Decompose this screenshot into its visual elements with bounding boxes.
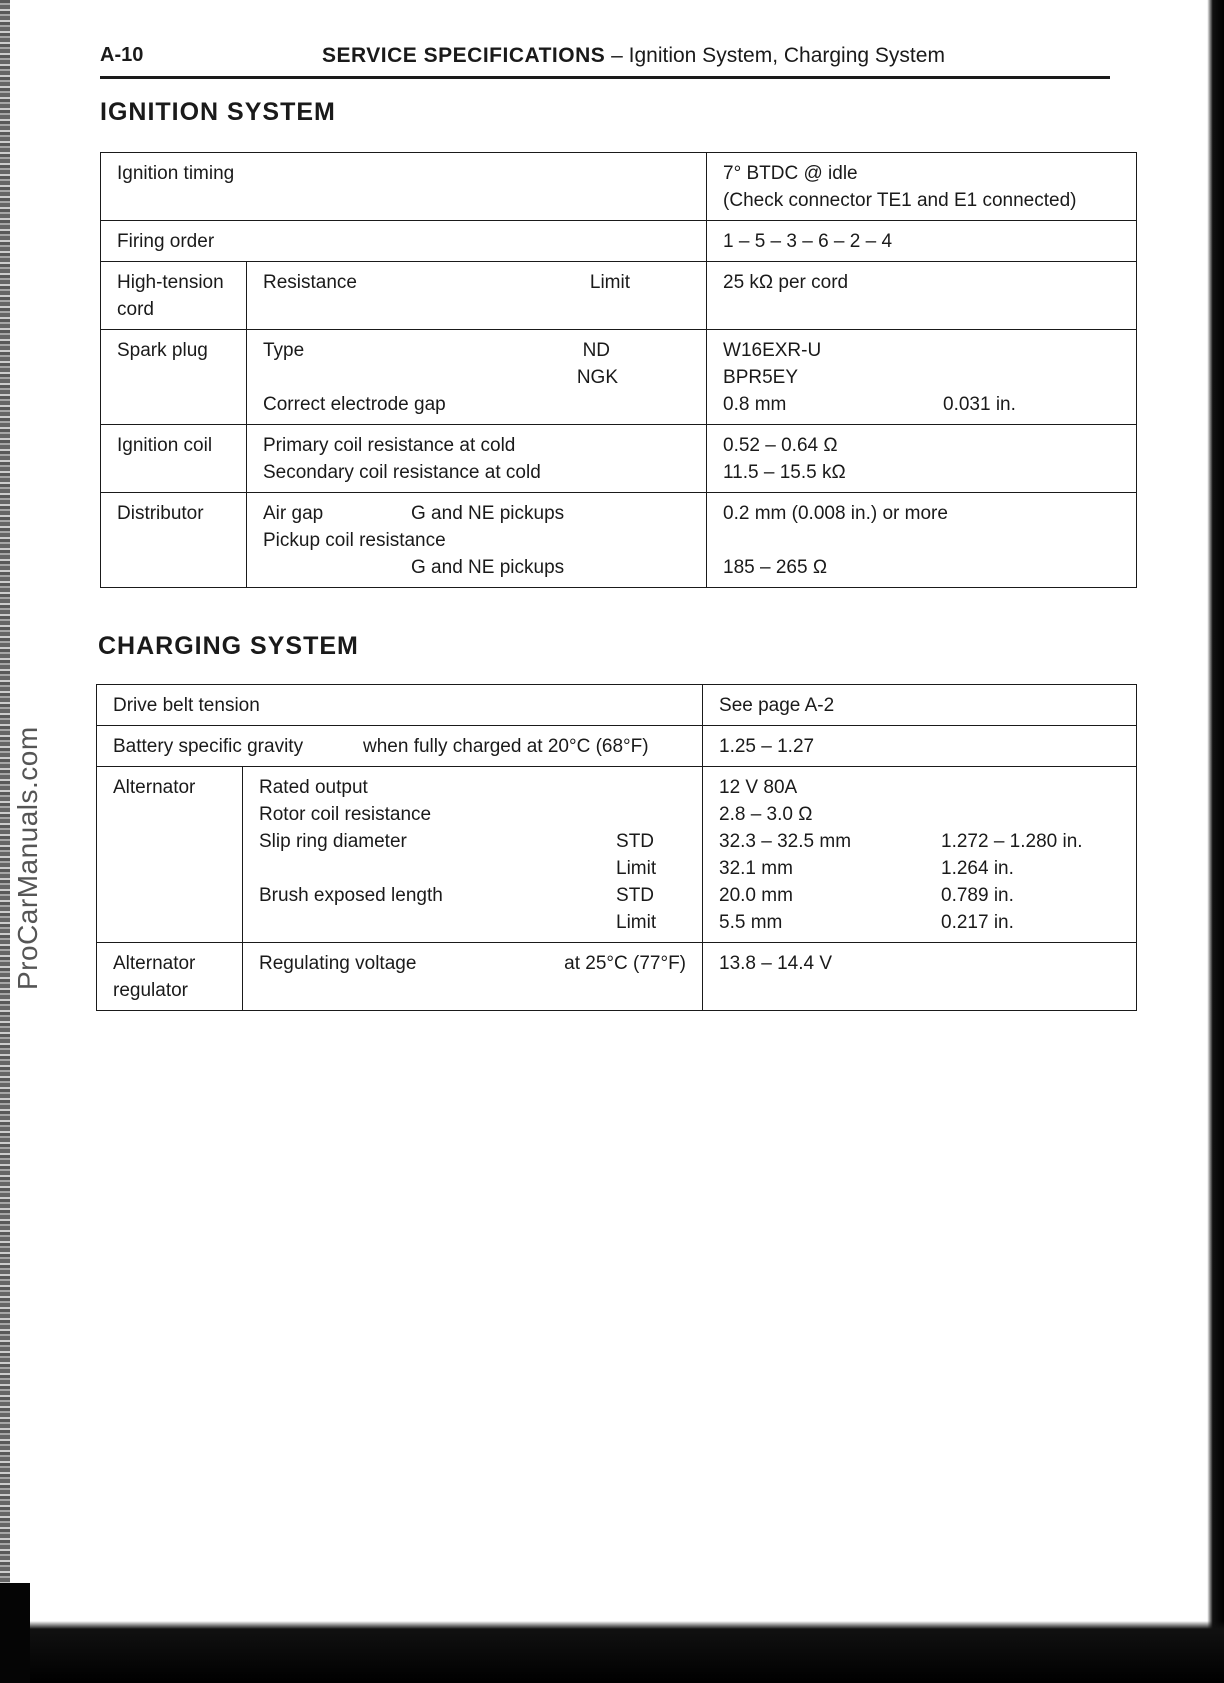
brush-limit-line: [259, 909, 686, 936]
ignition-system-title: IGNITION SYSTEM: [100, 98, 336, 126]
air-gap-label: Air gap: [263, 503, 324, 524]
slip-ring-limit-line: [259, 855, 686, 882]
regulating-voltage-value: 13.8 – 14.4 V: [719, 953, 833, 974]
ignition-coil-value-cell: [707, 425, 1137, 493]
air-gap-pickups: G and NE pickups: [411, 503, 565, 524]
charging-system-title: CHARGING SYSTEM: [98, 632, 359, 660]
spark-plug-type-label: Type: [263, 340, 305, 361]
slip-limit-values: [719, 855, 1120, 882]
brush-std-mm: 20.0 mm: [719, 885, 793, 906]
slip-std-mm: 32.3 – 32.5 mm: [719, 831, 852, 852]
scan-edge-bottom: [0, 1583, 1224, 1683]
table-row: [101, 221, 1137, 262]
page-number: A-10: [100, 44, 144, 66]
drive-belt-label: Drive belt tension: [113, 695, 260, 716]
battery-condition: when fully charged at 20°C (68°F): [363, 736, 649, 757]
cord-resistance-value: 25 kΩ per cord: [723, 272, 849, 293]
regulator-label: Alternator regulator: [113, 953, 196, 1001]
high-tension-cord-label-cell: [101, 262, 247, 330]
scan-corner: [0, 1583, 30, 1683]
table-row: [97, 943, 1137, 1011]
rated-output-label: Rated output: [259, 777, 368, 798]
table-row: [101, 493, 1137, 588]
drive-belt-value-cell: [703, 685, 1137, 726]
running-head: [322, 44, 945, 68]
spark-plug-gap-label: Correct electrode gap: [263, 394, 446, 415]
slip-ring-line: [259, 828, 686, 855]
running-head-rest: – Ignition System, Charging System: [605, 44, 945, 67]
rotor-coil-label: Rotor coil resistance: [259, 804, 432, 825]
slip-ring-std: STD: [616, 831, 655, 852]
firing-order-value-cell: [707, 221, 1137, 262]
battery-label-cell: [97, 726, 703, 767]
brush-limit: Limit: [616, 912, 657, 933]
watermark: ProCarManuals.com: [12, 726, 43, 990]
charging-spec-table: [96, 684, 1137, 1011]
regulator-line: [259, 950, 686, 977]
drive-belt-value: See page A-2: [719, 695, 835, 716]
pickup-coil-resistance-label: Pickup coil resistance: [263, 530, 446, 551]
rotor-coil-value: 2.8 – 3.0 Ω: [719, 804, 813, 825]
cord-limit-label: Limit: [589, 272, 631, 293]
spark-plug-type-line: [263, 337, 690, 364]
table-row: [101, 153, 1137, 221]
ignition-timing-note: (Check connector TE1 and E1 connected): [723, 190, 1077, 211]
spark-plug-nd-label: ND: [582, 340, 611, 361]
ignition-coil-label: Ignition coil: [117, 435, 213, 456]
alternator-label-cell: [97, 767, 243, 943]
alternator-value-cell: [703, 767, 1137, 943]
spark-plug-gap-mm: 0.8 mm: [723, 394, 787, 415]
regulator-item-cell: [243, 943, 703, 1011]
ignition-timing-value-cell: [707, 153, 1137, 221]
firing-order-value: 1 – 5 – 3 – 6 – 2 – 4: [723, 231, 893, 252]
regulator-value-cell: [703, 943, 1137, 1011]
firing-order-label: Firing order: [117, 231, 215, 252]
pickup-coil-pickups: G and NE pickups: [411, 557, 565, 578]
brush-std-in: 0.789 in.: [941, 885, 1014, 906]
scan-edge-right: [1196, 0, 1224, 1683]
drive-belt-label-cell: [97, 685, 703, 726]
spark-plug-gap-in: 0.031 in.: [943, 394, 1016, 415]
slip-limit-mm: 32.1 mm: [719, 858, 793, 879]
spark-plug-nd-value: W16EXR-U: [723, 340, 822, 361]
slip-ring-label: Slip ring diameter: [259, 831, 407, 852]
slip-std-in: 1.272 – 1.280 in.: [941, 831, 1083, 852]
distributor-label-cell: [101, 493, 247, 588]
running-head-bold: SERVICE SPECIFICATIONS: [322, 44, 606, 67]
battery-value-cell: [703, 726, 1137, 767]
secondary-coil-label: Secondary coil resistance at cold: [263, 462, 541, 483]
table-row: [97, 685, 1137, 726]
primary-coil-value: 0.52 – 0.64 Ω: [723, 435, 838, 456]
spark-plug-label: Spark plug: [117, 340, 208, 361]
primary-coil-label: Primary coil resistance at cold: [263, 435, 516, 456]
cord-resistance-label: Resistance: [263, 272, 357, 293]
brush-std-values: [719, 882, 1120, 909]
firing-order-label-cell: [101, 221, 707, 262]
page-header: [100, 44, 1110, 79]
high-tension-cord-item-cell: [247, 262, 707, 330]
battery-label: Battery specific gravity: [113, 736, 304, 757]
air-gap-value: 0.2 mm (0.008 in.) or more: [723, 503, 948, 524]
air-gap-line: [263, 500, 690, 527]
distributor-label: Distributor: [117, 503, 204, 524]
high-tension-cord-item-line: [263, 269, 690, 296]
spark-plug-ngk-line: [263, 364, 690, 391]
table-row: [101, 425, 1137, 493]
table-row: [97, 726, 1137, 767]
distributor-value-cell: [707, 493, 1137, 588]
table-row: [101, 262, 1137, 330]
ignition-timing-label-cell: [101, 153, 707, 221]
ignition-coil-item-cell: [247, 425, 707, 493]
regulating-voltage-label: Regulating voltage: [259, 953, 417, 974]
regulator-condition: at 25°C (77°F): [564, 953, 687, 974]
brush-limit-in: 0.217 in.: [941, 912, 1014, 933]
ignition-coil-label-cell: [101, 425, 247, 493]
pickup-coil-value: 185 – 265 Ω: [723, 557, 828, 578]
high-tension-cord-value-cell: [707, 262, 1137, 330]
high-tension-cord-label: High-tension cord: [117, 272, 224, 320]
alternator-label: Alternator: [113, 777, 196, 798]
blank-line: [723, 527, 1120, 554]
slip-limit-in: 1.264 in.: [941, 858, 1014, 879]
scan-edge-left: [0, 0, 10, 1683]
spark-plug-item-cell: [247, 330, 707, 425]
rated-output-value: 12 V 80A: [719, 777, 798, 798]
spark-plug-gap-value-line: [723, 391, 1120, 418]
spark-plug-value-cell: [707, 330, 1137, 425]
slip-ring-limit: Limit: [616, 858, 657, 879]
battery-line: [113, 733, 686, 760]
brush-std: STD: [616, 885, 655, 906]
slip-std-values: [719, 828, 1120, 855]
spark-plug-ngk-value: BPR5EY: [723, 367, 798, 388]
table-row: [97, 767, 1137, 943]
ignition-timing-value: 7° BTDC @ idle: [723, 163, 858, 184]
distributor-item-cell: [247, 493, 707, 588]
brush-label: Brush exposed length: [259, 885, 443, 906]
regulator-label-cell: [97, 943, 243, 1011]
table-row: [101, 330, 1137, 425]
brush-limit-mm: 5.5 mm: [719, 912, 783, 933]
brush-limit-values: [719, 909, 1120, 936]
ignition-timing-label: Ignition timing: [117, 163, 235, 184]
secondary-coil-value: 11.5 – 15.5 kΩ: [723, 462, 846, 483]
battery-value: 1.25 – 1.27: [719, 736, 815, 757]
spark-plug-label-cell: [101, 330, 247, 425]
ignition-spec-table: [100, 152, 1137, 588]
spark-plug-ngk-label: NGK: [576, 367, 619, 388]
brush-line: [259, 882, 686, 909]
alternator-item-cell: [243, 767, 703, 943]
